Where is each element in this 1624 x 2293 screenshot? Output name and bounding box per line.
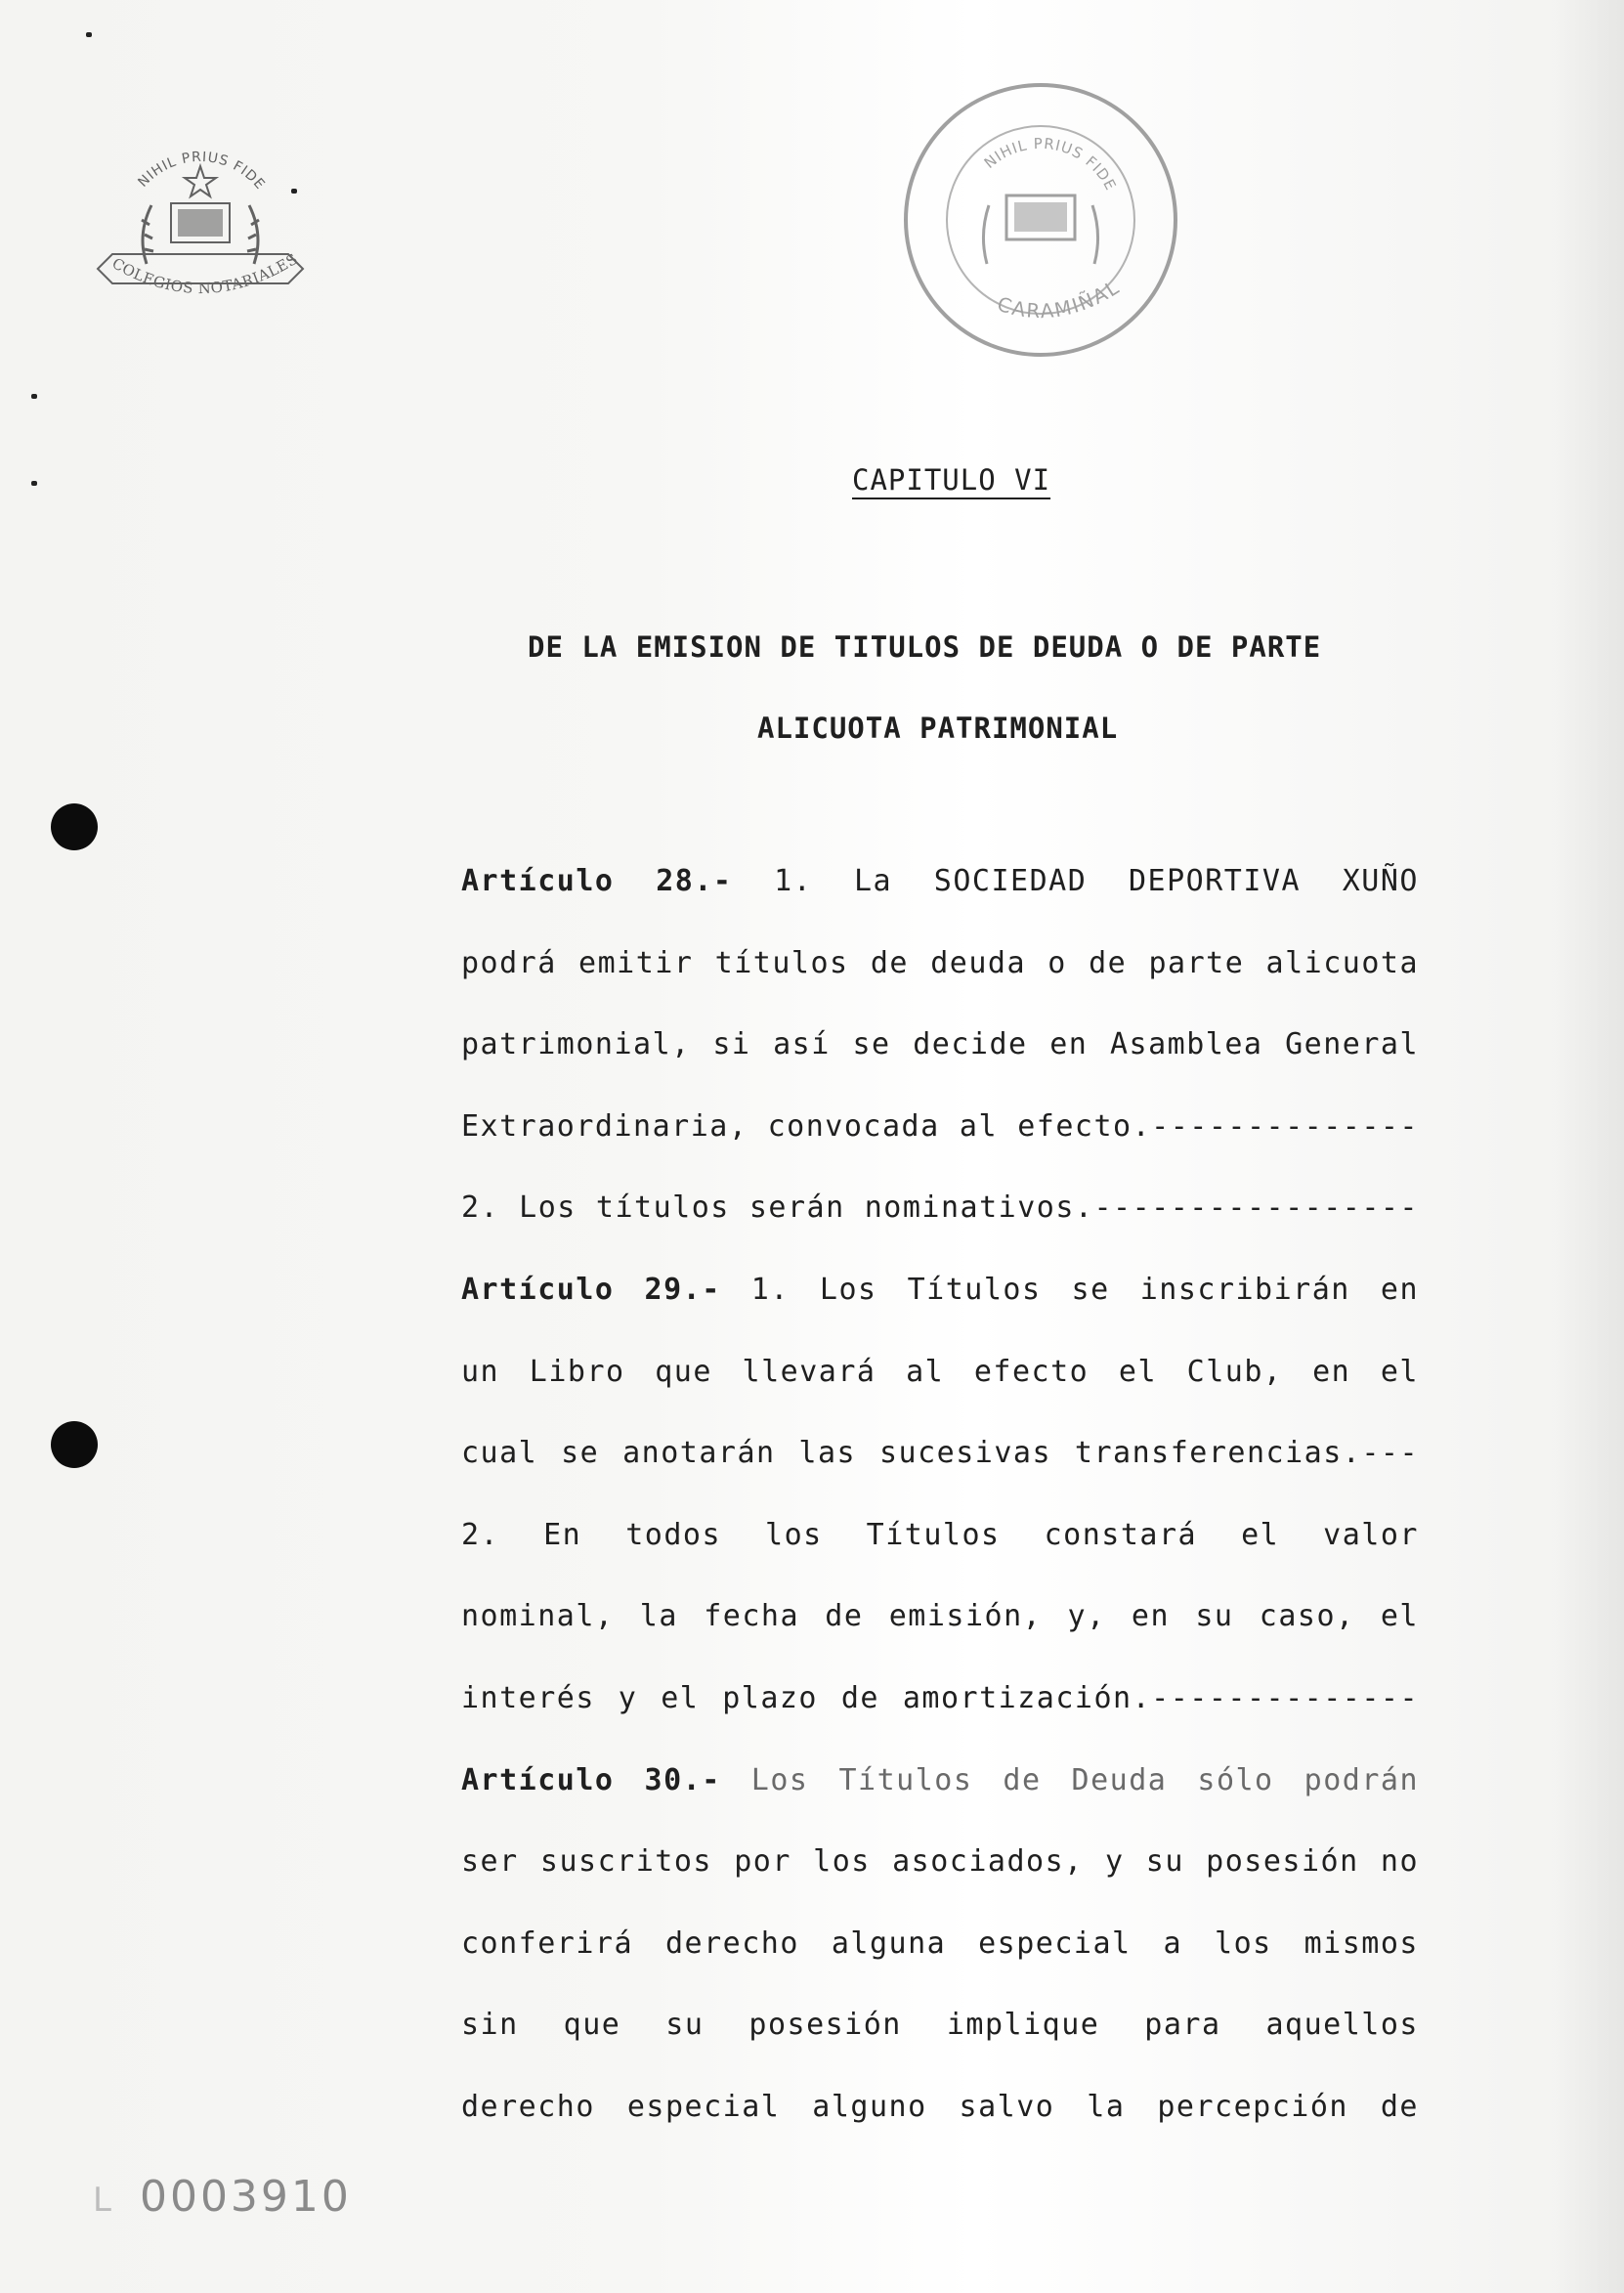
text-line bbox=[461, 1187, 1419, 1269]
text-line bbox=[461, 1269, 1419, 1351]
line-text: patrimonial, si así se decide en Asamblea General bbox=[461, 1027, 1419, 1062]
text-line bbox=[461, 1677, 1419, 1759]
serial-digits: 0003910 bbox=[139, 2172, 352, 2222]
text-line bbox=[461, 2086, 1419, 2168]
line-text: 2. En todos los Títulos constará el valor bbox=[461, 1517, 1419, 1552]
chapter-title-line-1: DE LA EMISION DE TITULOS DE DEUDA O DE PARTE bbox=[528, 630, 1322, 664]
text-line bbox=[461, 1923, 1419, 2005]
line-text: 1. Los Títulos se inscribirán en bbox=[750, 1272, 1420, 1307]
serial-number bbox=[93, 2172, 352, 2222]
chapter-heading: CAPITULO VI bbox=[852, 463, 1051, 497]
text-line bbox=[461, 1432, 1419, 1514]
line-text: 1. La SOCIEDAD DEPORTIVA XUÑO bbox=[774, 864, 1419, 898]
svg-text:CARAMIÑAL: CARAMIÑAL bbox=[994, 275, 1125, 324]
text-line bbox=[461, 942, 1419, 1024]
text-line bbox=[461, 2004, 1419, 2086]
notarial-seal-left bbox=[88, 127, 313, 323]
line-text: derecho especial alguno salvo la percepción de bbox=[461, 2089, 1419, 2124]
svg-text:COLEGIOS NOTARIALES DE ESPAÑA: COLEGIOS NOTARIALES bbox=[108, 249, 302, 298]
line-text: interés y el plazo de amortización.-------------- bbox=[461, 1680, 1419, 1715]
line-text: cual se anotarán las sucesivas transferencias.--- bbox=[461, 1436, 1419, 1471]
punch-hole-bottom bbox=[51, 1421, 98, 1468]
article-28-heading: Artículo 28.- bbox=[461, 864, 733, 898]
text-line bbox=[461, 1105, 1419, 1188]
text-line bbox=[461, 1840, 1419, 1923]
serial-prefix: L bbox=[93, 2181, 114, 2220]
text-line bbox=[461, 1351, 1419, 1433]
line-text: un Libro que llevará al efecto el Club, en el bbox=[461, 1354, 1419, 1389]
line-text: sin que su posesión implique para aquellos bbox=[461, 2008, 1419, 2043]
line-text: nominal, la fecha de emisión, y, en su caso, el bbox=[461, 1599, 1419, 1634]
notary-stamp-right bbox=[889, 78, 1192, 362]
svg-text:NIHIL PRIUS FIDE: NIHIL PRIUS FIDE bbox=[135, 149, 269, 194]
ink-speck bbox=[31, 394, 37, 399]
line-text: Extraordinaria, convocada al efecto.-------------- bbox=[461, 1108, 1419, 1144]
line-text: conferirá derecho alguna especial a los mismos bbox=[461, 1925, 1419, 1961]
ink-speck bbox=[31, 481, 37, 486]
svg-text:NIHIL PRIUS FIDE: NIHIL PRIUS FIDE bbox=[980, 134, 1120, 195]
line-text: ser suscritos por los asociados, y su posesión no bbox=[461, 1844, 1419, 1880]
seal-emblem-icon bbox=[88, 127, 313, 323]
article-body bbox=[461, 860, 1419, 2168]
text-line bbox=[461, 1023, 1419, 1105]
text-line bbox=[461, 860, 1419, 942]
line-text: Los Títulos de Deuda sólo podrán bbox=[750, 1762, 1420, 1797]
text-line bbox=[461, 1595, 1419, 1677]
line-text: podrá emitir títulos de deuda o de parte alicuota bbox=[461, 945, 1419, 980]
punch-hole-top bbox=[51, 803, 98, 850]
article-30-heading: Artículo 30.- bbox=[461, 1762, 721, 1797]
chapter-title-line-2: ALICUOTA PATRIMONIAL bbox=[757, 712, 1119, 745]
text-line bbox=[461, 1759, 1419, 1841]
article-29-heading: Artículo 29.- bbox=[461, 1272, 721, 1307]
line-text: 2. Los títulos serán nominativos.----------------- bbox=[461, 1190, 1419, 1226]
text-line bbox=[461, 1514, 1419, 1596]
ink-speck bbox=[86, 32, 92, 37]
notary-stamp-icon bbox=[889, 78, 1192, 362]
